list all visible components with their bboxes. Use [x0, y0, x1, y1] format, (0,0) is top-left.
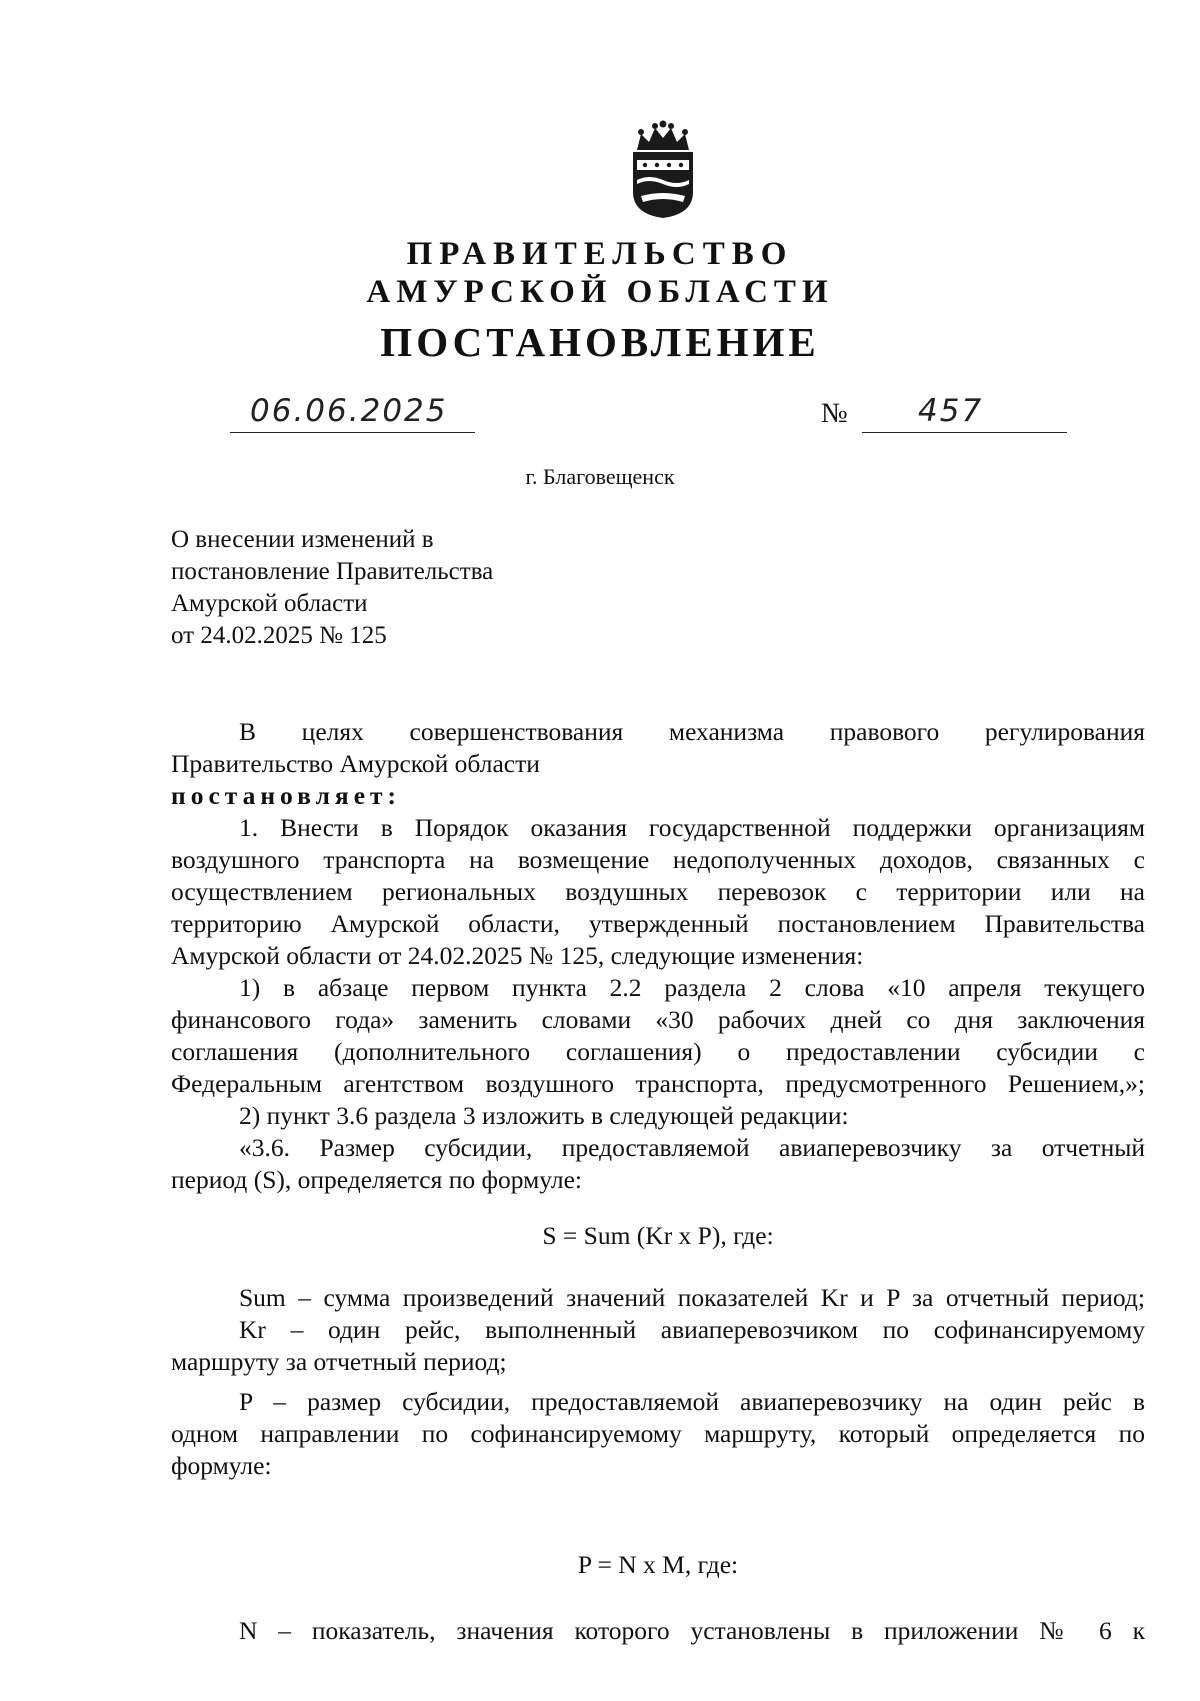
sub-1-line: соглашения (дополнительного соглашения) о предоставлении субсидии с: [171, 1037, 1145, 1066]
preamble: [171, 716, 1145, 812]
subject-line: Амурской области: [171, 590, 368, 617]
definitions: [171, 1282, 1145, 1482]
subject-line: от 24.02.2025 № 125: [171, 622, 387, 649]
definition-p-line: формуле:: [171, 1451, 272, 1480]
definition-p-line: одном направлении по софинансируемому маршруту, который определяется по: [171, 1419, 1145, 1448]
definition-sum: Sum – сумма произведений значений показателей Kr и P за отчетный период;: [239, 1283, 1145, 1312]
definition-n-line: N – показатель, значения которого установлены в приложении № 6 к: [239, 1616, 1145, 1645]
document-date: 06.06.2025: [230, 393, 475, 433]
subject-block: [171, 524, 493, 652]
number-sign: №: [821, 398, 848, 429]
item-1-line: осуществлением региональных воздушных перевозок с территории или на: [171, 877, 1145, 906]
item-1-line: территорию Амурской области, утвержденный постановлением Правительства: [171, 909, 1145, 938]
header-government: ПРАВИТЕЛЬСТВО: [406, 236, 794, 272]
quote-line: «3.6. Размер субсидии, предоставляемой авиаперевозчику за отчетный: [239, 1133, 1145, 1162]
header-region: АМУРСКОЙ ОБЛАСТИ: [366, 274, 834, 310]
definition-kr-line: маршруту за отчетный период;: [171, 1347, 507, 1376]
definition-kr-line: Kr – один рейс, выполненный авиаперевозчиком по софинансируемому: [239, 1315, 1145, 1344]
item-1: [171, 812, 1145, 1196]
sub-2-line: 2) пункт 3.6 раздела 3 изложить в следующей редакции:: [239, 1101, 849, 1130]
item-1-line: 1. Внести в Порядок оказания государственной поддержки организациям: [239, 813, 1145, 842]
sub-1-line: финансового года» заменить словами «30 рабочих дней со дня заключения: [171, 1005, 1145, 1034]
preamble-line: Правительство Амурской области: [171, 749, 540, 778]
document-type-title: ПОСТАНОВЛЕНИЕ: [380, 319, 820, 365]
formula-s: S = Sum (Kr x P), где:: [542, 1221, 774, 1250]
subject-line: О внесении изменений в: [171, 526, 434, 553]
subject-line: постановление Правительства: [171, 558, 494, 585]
amur-oblast-coat-of-arms-icon: [627, 120, 699, 220]
sub-1-line: Федеральным агентством воздушного транспорта, предусмотренного Решением,»;: [171, 1069, 1145, 1098]
city: г. Благовещенск: [525, 464, 675, 489]
item-1-line: Амурской области от 24.02.2025 № 125, следующие изменения:: [171, 941, 864, 970]
definition-p-line: P – размер субсидии, предоставляемой авиаперевозчику на один рейс в: [239, 1387, 1145, 1416]
resolves-word: постановляет:: [171, 781, 402, 810]
document-number: 457: [862, 393, 1067, 433]
quote-line: период (S), определяется по формуле:: [171, 1165, 583, 1194]
formula-p: P = N x M, где:: [577, 1550, 739, 1579]
preamble-line: В целях совершенствования механизма правового регулирования: [239, 717, 1145, 746]
sub-1-line: 1) в абзаце первом пункта 2.2 раздела 2 слова «10 апреля текущего: [239, 973, 1145, 1002]
item-1-line: воздушного транспорта на возмещение недополученных доходов, связанных с: [171, 845, 1145, 874]
definition-n-block: [171, 1615, 1145, 1647]
